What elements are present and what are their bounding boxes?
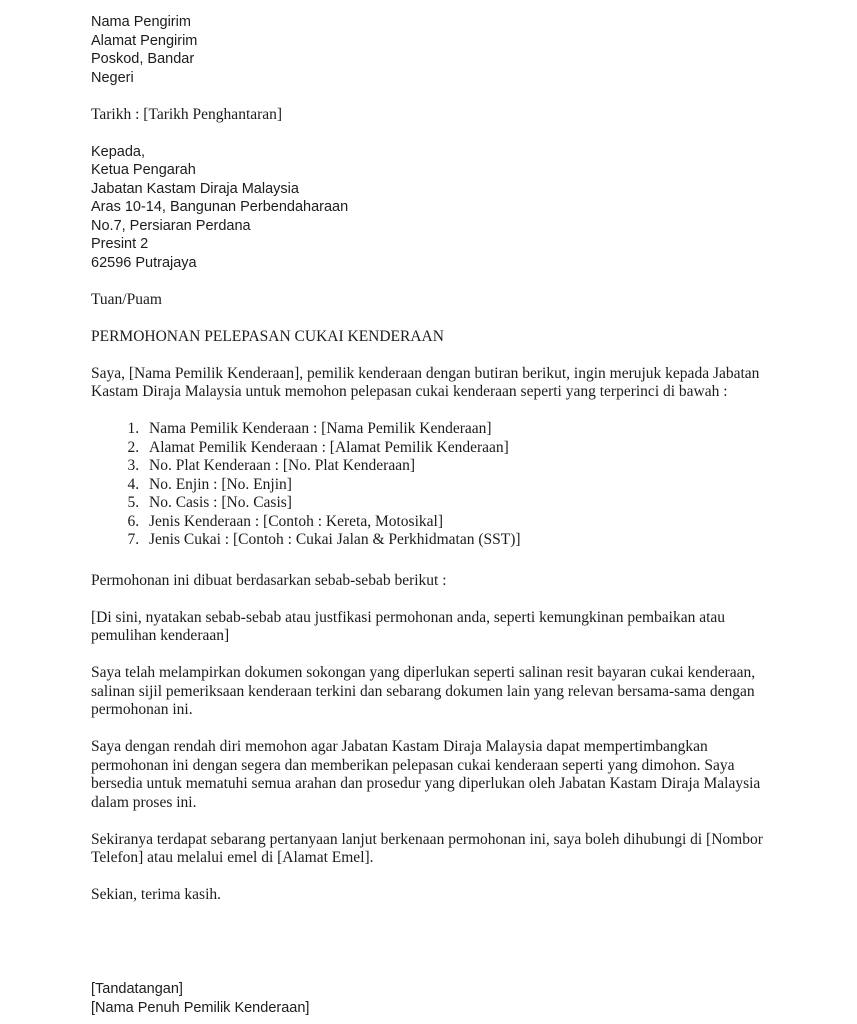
sender-line: Poskod, Bandar bbox=[91, 51, 195, 67]
detail-item-no-enjin: 4. No. Enjin : [No. Enjin] bbox=[143, 476, 770, 495]
detail-item-no-plat: 3. No. Plat Kenderaan : [No. Plat Kenderaan] bbox=[143, 457, 770, 476]
signature-block bbox=[91, 980, 770, 1017]
salutation: Tuan/Puam bbox=[91, 290, 162, 308]
date-line: Tarikh : [Tarikh Penghantaran] bbox=[91, 105, 283, 123]
recipient-line: Ketua Pengarah bbox=[91, 162, 196, 178]
attachments-paragraph: Saya telah melampirkan dokumen sokongan yang diperlukan seperti salinan resit bayaran cukai kenderaan, salinan sijil pemeriksaan kenderaan terkini dan sebarang dokumen lain yang relevan bersama-sama dengan permohonan ini. bbox=[91, 664, 756, 718]
request-paragraph: Saya dengan rendah diri memohon agar Jabatan Kastam Diraja Malaysia dapat mempertimbangkan permohonan ini dengan segera dan memberikan pelepasan cukai kenderaan seperti yang dimohon. Saya bersedia untuk mematuhi semua arahan dan prosedur yang diperlukan oleh Jabatan Kastam Diraja Malaysia dalam proses ini. bbox=[91, 738, 761, 811]
vehicle-details-list bbox=[91, 420, 770, 550]
recipient-line: 62596 Putrajaya bbox=[91, 254, 197, 271]
intro-paragraph: Saya, [Nama Pemilik Kenderaan], pemilik kenderaan dengan butiran berikut, ingin merujuk kepada Jabatan Kastam Diraja Malaysia untuk memohon pelepasan cukai kenderaan seperti yang terperinci di bawah : bbox=[91, 364, 760, 400]
sender-block bbox=[91, 13, 770, 87]
detail-item-jenis-cukai: 7. Jenis Cukai : [Contoh : Cukai Jalan & Perkhidmatan (SST)] bbox=[143, 531, 770, 550]
subject-title: PERMOHONAN PELEPASAN CUKAI KENDERAAN bbox=[91, 327, 444, 345]
recipient-line: Kepada, bbox=[91, 143, 146, 160]
recipient-line: No.7, Persiaran Perdana bbox=[91, 217, 251, 234]
signature-name-placeholder: [Nama Penuh Pemilik Kenderaan] bbox=[91, 999, 310, 1016]
signature-space bbox=[91, 923, 770, 980]
detail-item-nama-pemilik: 1. Nama Pemilik Kenderaan : [Nama Pemilik Kenderaan] bbox=[143, 420, 770, 439]
closing-paragraph: Sekian, terima kasih. bbox=[91, 886, 221, 903]
contact-paragraph: Sekiranya terdapat sebarang pertanyaan lanjut berkenaan permohonan ini, saya boleh dihubungi di [Nombor Telefon] atau melalui emel di [Alamat Emel]. bbox=[91, 830, 763, 866]
signature-placeholder: [Tandatangan] bbox=[91, 981, 183, 997]
sender-line: Nama Pengirim bbox=[91, 14, 191, 30]
recipient-line: Presint 2 bbox=[91, 236, 149, 252]
detail-item-jenis-kenderaan: 6. Jenis Kenderaan : [Contoh : Kereta, Motosikal] bbox=[143, 513, 770, 532]
recipient-line: Jabatan Kastam Diraja Malaysia bbox=[91, 180, 299, 197]
reasons-intro-paragraph: Permohonan ini dibuat berdasarkan sebab-sebab berikut : bbox=[91, 571, 447, 589]
sender-line: Negeri bbox=[91, 69, 134, 86]
recipient-block bbox=[91, 143, 770, 273]
detail-item-no-casis: 5. No. Casis : [No. Casis] bbox=[143, 494, 770, 513]
reasons-placeholder-paragraph: [Di sini, nyatakan sebab-sebab atau justfikasi permohonan anda, seperti kemungkinan pembaikan atau pemulihan kenderaan] bbox=[91, 608, 726, 644]
detail-item-alamat-pemilik: 2. Alamat Pemilik Kenderaan : [Alamat Pemilik Kenderaan] bbox=[143, 439, 770, 458]
recipient-line: Aras 10-14, Bangunan Perbendaharaan bbox=[91, 199, 349, 215]
sender-line: Alamat Pengirim bbox=[91, 32, 198, 49]
